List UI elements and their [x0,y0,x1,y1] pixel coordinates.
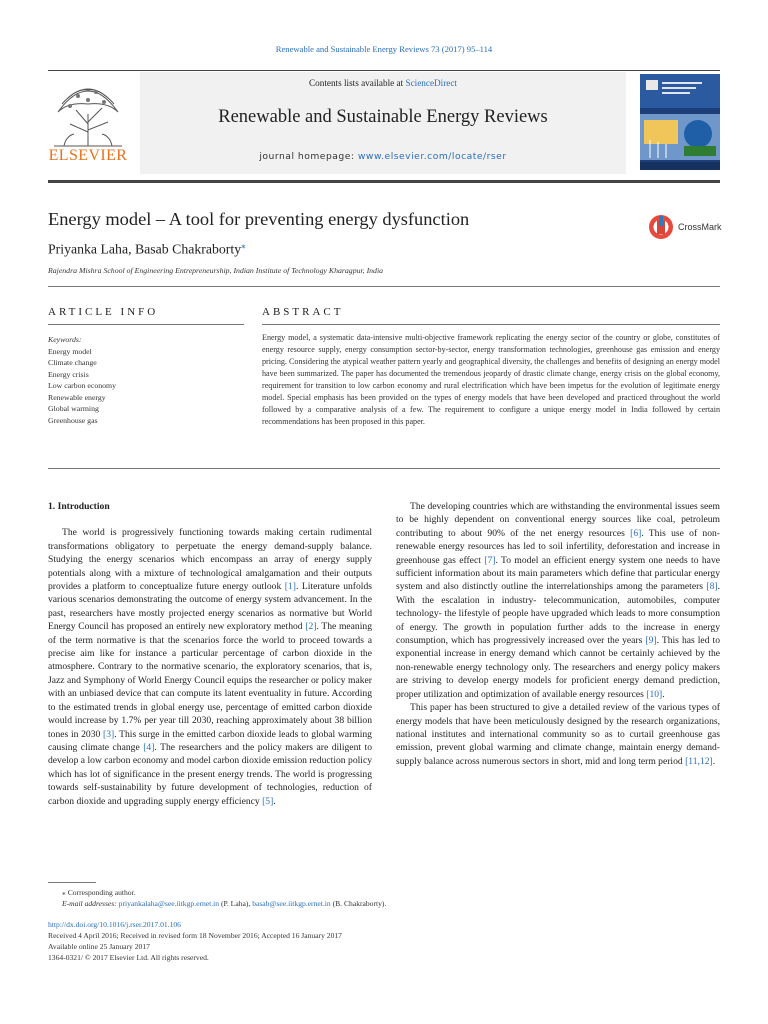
sciencedirect-link[interactable]: ScienceDirect [405,78,457,88]
keyword-item: Climate change [48,358,97,367]
email-label: E-mail addresses: [62,899,119,908]
journal-cover-icon[interactable] [640,74,720,170]
online-date: Available online 25 January 2017 [48,942,150,951]
abstract-heading: ABSTRACT [262,306,344,318]
citation-link[interactable]: [10] [646,688,663,700]
divider [48,324,244,325]
email-suffix: (P. Laha), [219,899,253,908]
citation-link[interactable]: [11,12] [685,755,713,767]
doi-link[interactable]: http://dx.doi.org/10.1016/j.rser.2017.01.106 [48,920,181,929]
received-dates: Received 4 April 2016; Received in revised form 18 November 2016; Accepted 16 January 2017 [48,931,342,940]
article-title: Energy model – A tool for preventing energy dysfunction [48,209,470,229]
keyword-item: Renewable energy [48,392,106,402]
email-link[interactable]: priyankalaha@see.iitkgp.ernet.in [118,899,220,908]
body-column-left [48,500,372,808]
contents-prefix: Contents lists available at [309,78,406,88]
body-paragraph: This paper has been structured to give a detailed review of the various types of energy models that have been meticulously designed by the research organizations, national institutes and international community so as to curtail greenhouse gas emission, prevent global warming and climate change, maintain energy demand- supply balance across numerous sectors in short, mid and long term period [11,12]. [396,702,720,767]
citation-link[interactable]: [9] [645,635,657,647]
corresponding-author-note: ⁎ Corresponding author. [62,888,136,897]
journal-citation[interactable]: Renewable and Sustainable Energy Reviews 73 (2017) 95–114 [275,44,493,54]
divider [48,286,720,287]
publication-info [48,919,720,963]
homepage-prefix: journal homepage: [259,151,358,162]
citation-link[interactable]: [7] [484,554,496,566]
author-names: Priyanka Laha, Basab Chakraborty [48,241,242,257]
homepage-link[interactable]: www.elsevier.com/locate/rser [357,151,507,162]
keyword-item: Low carbon economy [48,381,116,390]
citation-link[interactable]: [4] [143,741,155,753]
body-paragraph: The world is progressively functioning towards making certain rudimental transformations obligatory to perpetuate the energy demand-supply balance. Studying the energy scenarios which encompass an array of energy supply potentials along with a mixture of technological amalgamation and their outputs provides a platform to conceptualize future energy outlook [1]. Literature unfolds various scenarios demonstrating the outcome of energy system advancement. In the past, researchers have mostly projected energy scenarios as normative but World Energy Council has proposed an entirely new exploratory method [2]. The meaning of the term normative is that the scenarios force the world to proceed towards a precise aim like for instance a particular percentage of carbon dioxide in the atmosphere. Contrary to the normative scenario, the exploratory scenarios, that is, Jazz and Symphony of World Energy Council equips the researcher or policy maker with an unbiased device that can compute its latent eventuality in future. According to the estimated trends in global energy use, percentage of emitted carbon dioxide would increase by 1.7% per year till 2030, reaching approximately about 38 billion tones in 2030 [3]. This surge in the emitted carbon dioxide leads to global warming causing climate change [4]. The researchers and the policy makers are diligent to develop a low carbon economy and model carbon dioxide emission reduction policy which has lot of significance in the present energy trends. The world is progressing towards self-sustainability by future development of technologies, reduction of carbon dioxide and upgrading supply energy efficiency [5]. [48,527,372,807]
keyword-item: Greenhouse gas [48,415,98,425]
footnote-rule [48,882,96,883]
journal-homepage-line [140,151,626,162]
email-suffix: (B. Chakraborty). [330,899,387,908]
header-rule-top [48,70,720,71]
keywords-label: Keywords: [48,335,82,344]
publisher-name: ELSEVIER [48,147,128,164]
citation-link[interactable]: [1] [284,581,296,593]
keywords-block [48,334,116,426]
citation-link[interactable]: [2] [305,621,317,633]
body-paragraph: The developing countries which are withstanding the environmental issues seem to be highly dependent on conventional energy sources like coal, petroleum contributing to about 90% of the net energy resources [6]. This use of non-renewable energy resources has led to soil infertility, deforestation and increase in greenhouse gas effect [7]. To model an efficient energy system one needs to have sufficient information about its main parameters which define that particular energy system and also distinctly outline the interrelationships among the parameters [8]. With the escalation in industry- telecommunication, automobiles, computer technology- the lifestyle of people have upgraded which leads to more consumption of energy. The growth in population further adds to the increase in energy consumption, which has progressively increased over the years [9]. This has led to exponential increase in energy demand which cannot be certainly achieved by the non-renewable energy technology only. The researchers and energy policy makers are striving to develop energy models for proficient energy demand prediction, proper utilization and optimization of available energy resources [10]. [396,501,720,700]
elsevier-logo-icon [48,74,128,150]
journal-title: Renewable and Sustainable Energy Reviews [218,107,548,127]
email-addresses [48,898,720,909]
citation-link[interactable]: [5] [262,795,274,807]
divider [262,324,720,325]
header-rule-bottom [48,180,720,183]
corresponding-author-mark[interactable]: ⁎ [241,240,246,250]
divider [48,468,720,469]
email-link[interactable]: basab@see.iitkgp.ernet.in [252,899,331,908]
keyword-item: Energy crisis [48,369,89,379]
contents-line [140,78,626,88]
footnotes [48,887,720,909]
section-heading: 1. Introduction [48,501,110,512]
keyword-item: Global warming [48,404,99,413]
article-info-heading: ARTICLE INFO [48,306,159,318]
copyright: 1364-0321/ © 2017 Elsevier Ltd. All rights reserved. [48,953,209,962]
author-list [48,240,246,258]
keyword-item: Energy model [48,346,92,356]
author-affiliation: Rajendra Mishra School of Engineering Entrepreneurship, Indian Institute of Technology Kharagpur, India [48,266,384,275]
citation-link[interactable]: [6] [630,527,642,539]
citation-link[interactable]: [3] [103,728,115,740]
citation-link[interactable]: [8] [706,581,718,593]
crossmark-label[interactable]: CrossMark [678,222,722,232]
abstract-text: Energy model, a systematic data-intensive multi-objective framework replicating the energy sector of the country or globe, constitutes of energy resource supply, energy consumption sector-by-sector, energy transformation technologies, greenhouse gas emission and energy pricing. Considering the atypical weather pattern yearly and geographical diversity, the challenges and benefits of designing an energy model have been summarized. The paper has documented the tremendous jeopardy of drastic climate change, energy crisis on the global economy, requirement for transition to low carbon economy and rural electrification which have been impetus for the evolution of legitimate energy model. Special emphasis has been provided on the types of energy models that have been developed and practiced throughout the world followed by a comparative analysis of a few. The requirement to configure a unique energy model in India followed by certain recommendations has been proposed in this paper. [262,333,720,426]
body-column-right [396,500,720,768]
